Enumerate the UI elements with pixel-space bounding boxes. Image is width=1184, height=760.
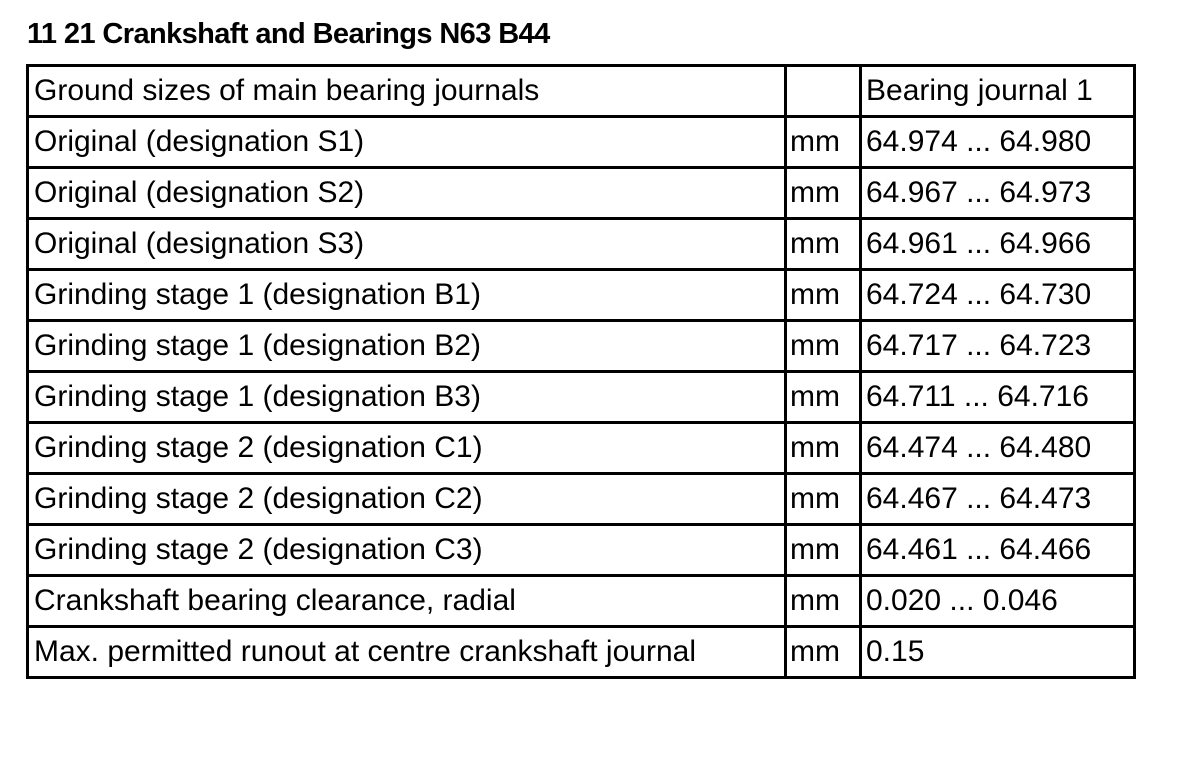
value-cell: 64.724 ... 64.730 <box>861 270 1135 321</box>
parameter-cell: Grinding stage 2 (designation C3) <box>28 525 786 576</box>
value-cell: 64.961 ... 64.966 <box>861 219 1135 270</box>
unit-cell: mm <box>786 270 861 321</box>
parameter-cell: Grinding stage 2 (designation C2) <box>28 474 786 525</box>
value-cell: 64.467 ... 64.473 <box>861 474 1135 525</box>
value-cell: 64.474 ... 64.480 <box>861 423 1135 474</box>
table-row <box>28 219 1135 270</box>
value-cell: 64.717 ... 64.723 <box>861 321 1135 372</box>
table-header-row <box>28 66 1135 117</box>
parameter-cell: Max. permitted runout at centre crankshaft journal <box>28 627 786 678</box>
value-cell: 64.974 ... 64.980 <box>861 117 1135 168</box>
unit-cell: mm <box>786 576 861 627</box>
parameter-cell: Original (designation S3) <box>28 219 786 270</box>
table-row <box>28 474 1135 525</box>
document-title: 11 21 Crankshaft and Bearings N63 B44 <box>27 18 550 50</box>
table-row <box>28 168 1135 219</box>
value-cell: 0.15 <box>861 627 1135 678</box>
value-cell: 0.020 ... 0.046 <box>861 576 1135 627</box>
unit-cell: mm <box>786 525 861 576</box>
parameter-cell: Grinding stage 1 (designation B3) <box>28 372 786 423</box>
value-cell: 64.711 ... 64.716 <box>861 372 1135 423</box>
value-cell: 64.967 ... 64.973 <box>861 168 1135 219</box>
table-row <box>28 423 1135 474</box>
unit-cell: mm <box>786 219 861 270</box>
specification-table <box>26 64 1136 679</box>
unit-cell: mm <box>786 627 861 678</box>
table-row <box>28 270 1135 321</box>
table-row <box>28 627 1135 678</box>
table-row <box>28 321 1135 372</box>
header-unit-cell <box>786 66 861 117</box>
unit-cell: mm <box>786 474 861 525</box>
header-parameter-cell: Ground sizes of main bearing journals <box>28 66 786 117</box>
parameter-cell: Original (designation S1) <box>28 117 786 168</box>
unit-cell: mm <box>786 372 861 423</box>
parameter-cell: Original (designation S2) <box>28 168 786 219</box>
parameter-cell: Grinding stage 2 (designation C1) <box>28 423 786 474</box>
table-row <box>28 525 1135 576</box>
unit-cell: mm <box>786 423 861 474</box>
parameter-cell: Grinding stage 1 (designation B2) <box>28 321 786 372</box>
parameter-cell: Grinding stage 1 (designation B1) <box>28 270 786 321</box>
table-row <box>28 117 1135 168</box>
value-cell: 64.461 ... 64.466 <box>861 525 1135 576</box>
parameter-cell: Crankshaft bearing clearance, radial <box>28 576 786 627</box>
table-row <box>28 576 1135 627</box>
unit-cell: mm <box>786 168 861 219</box>
header-value-cell: Bearing journal 1 <box>861 66 1135 117</box>
unit-cell: mm <box>786 321 861 372</box>
table-row <box>28 372 1135 423</box>
unit-cell: mm <box>786 117 861 168</box>
